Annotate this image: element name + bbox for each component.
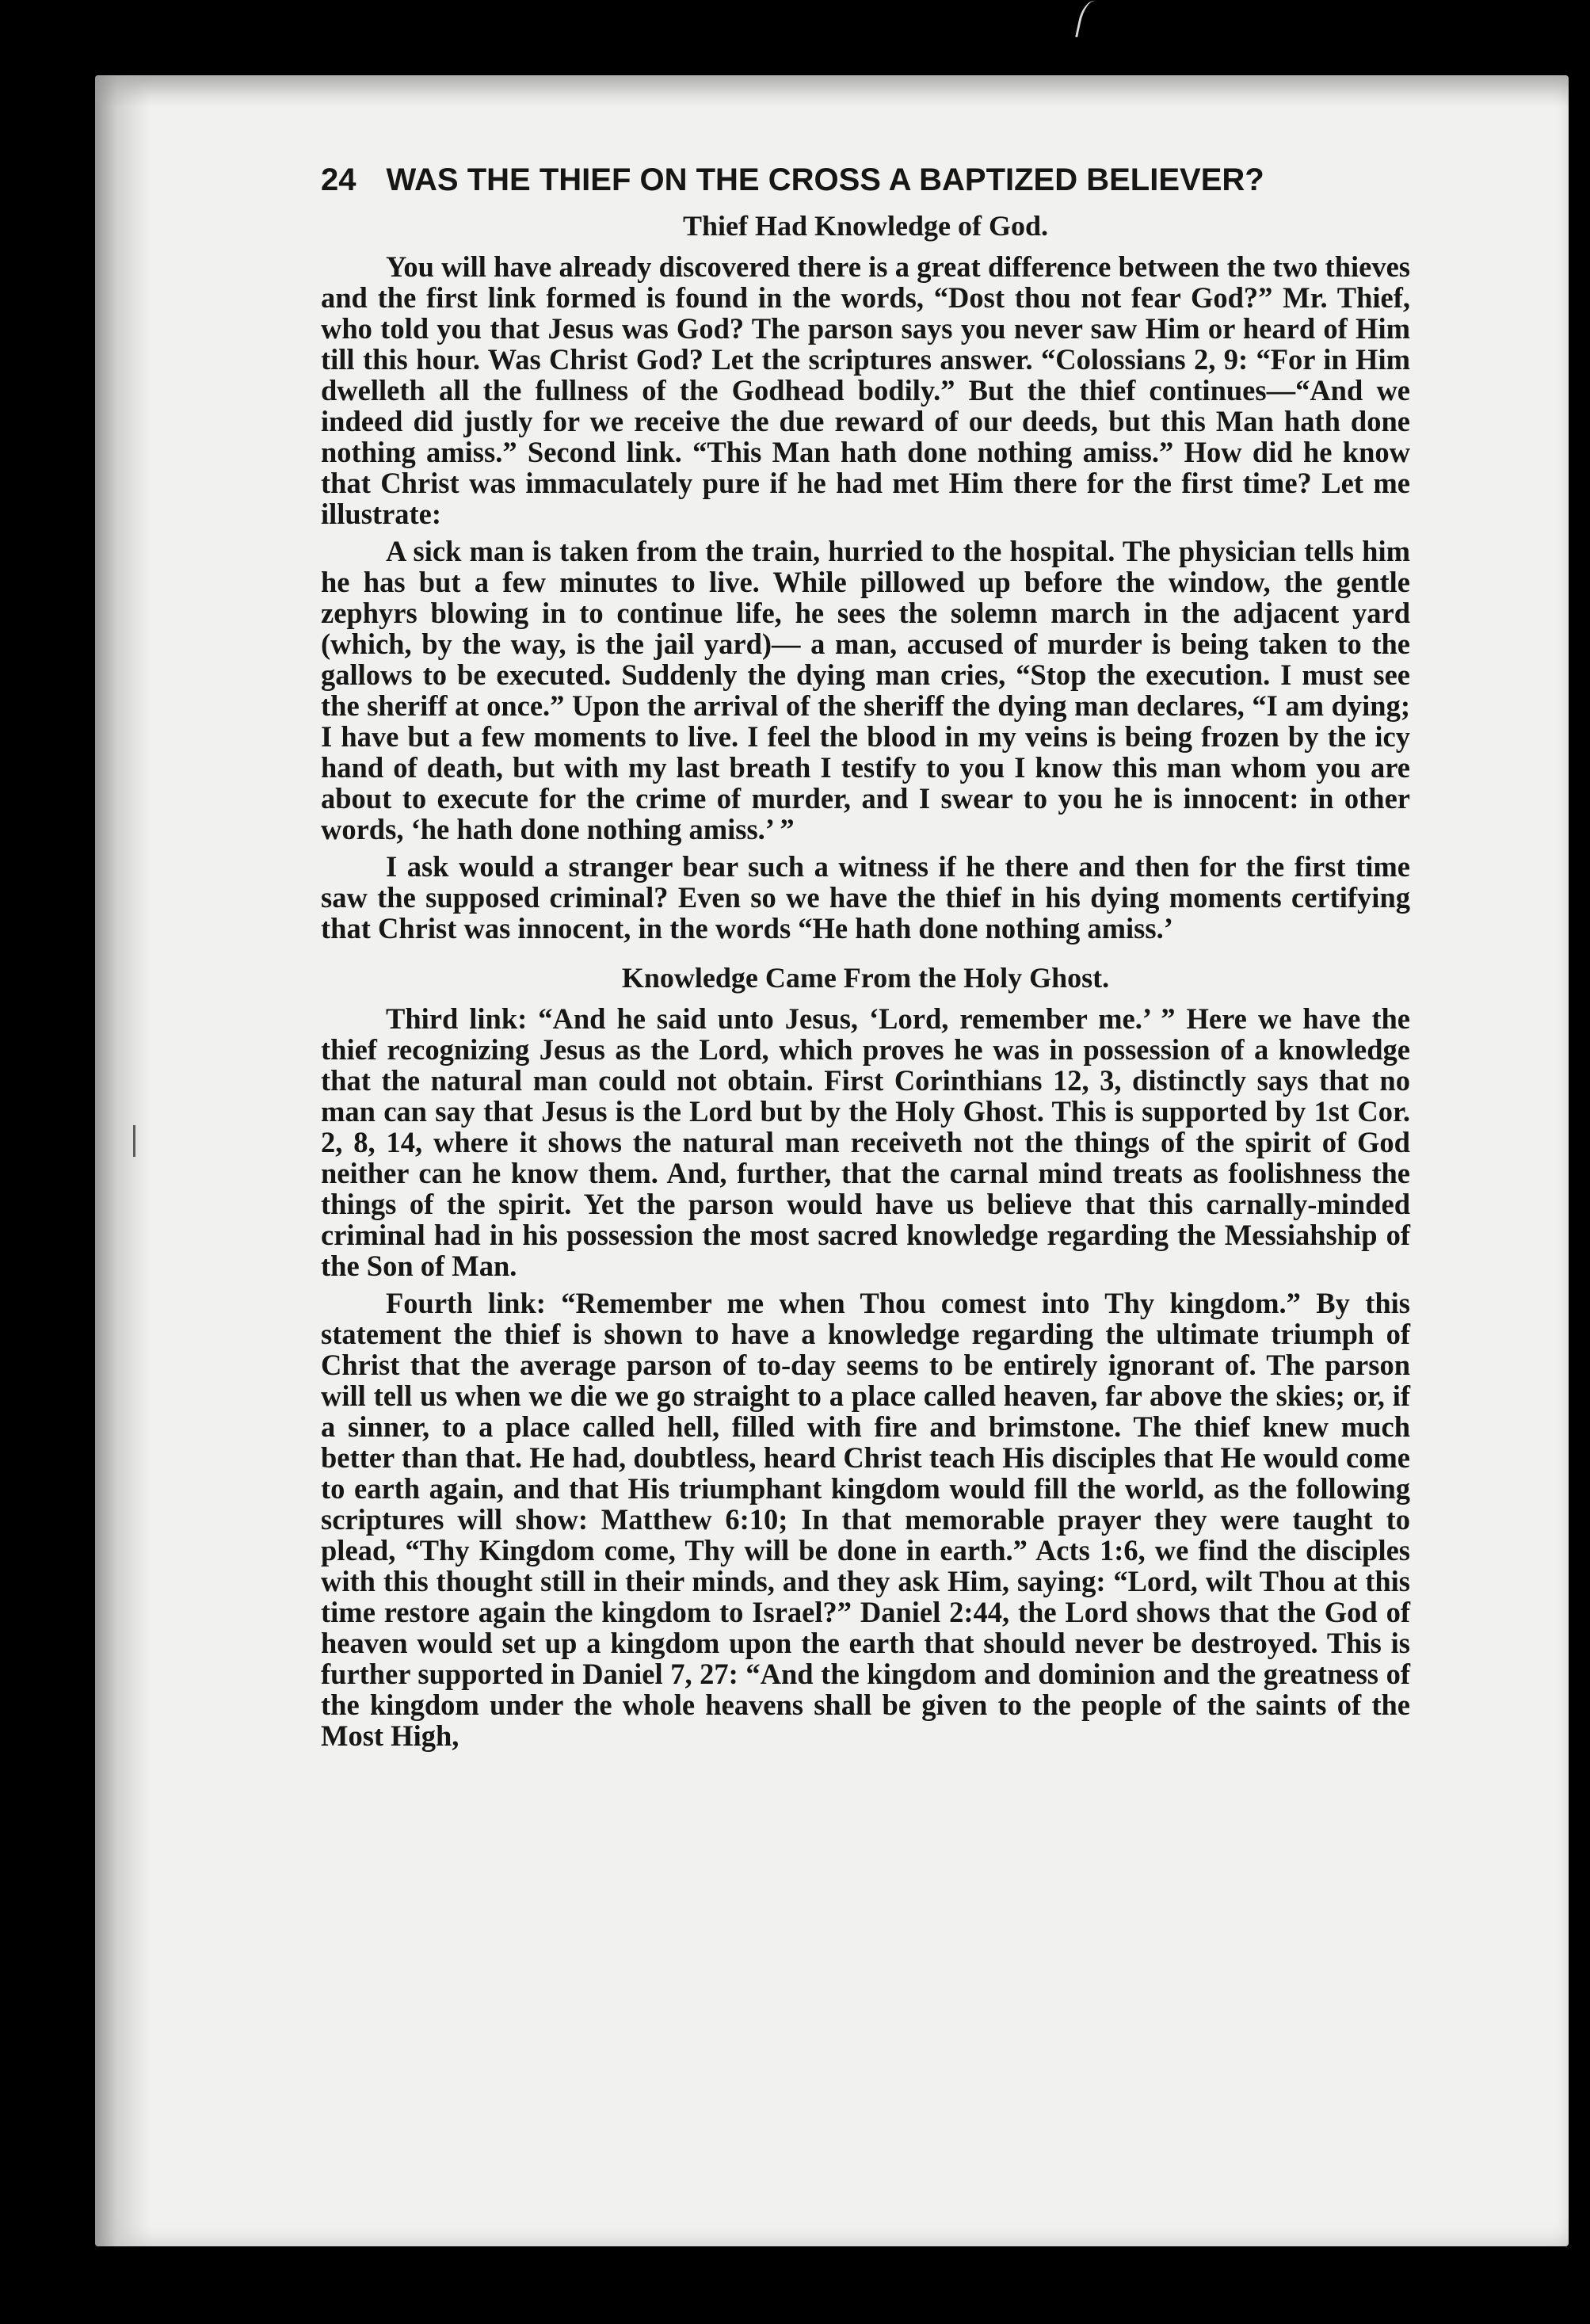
scan-mark — [1075, 0, 1104, 41]
page-number: 24 — [321, 162, 357, 197]
body-text — [321, 206, 1410, 1757]
paragraph: A sick man is taken from the train, hurried to the hospital. The physician tells him he has but a few minutes to live. While pillowed up before the window, the gentle zephyrs blowing in to continue life, he sees the solemn march in the adjacent yard (which, by the way, is the jail yard)— a man, accused of murder is being taken to the gallows to be executed. Suddenly the dying man cries, “Stop the execution. I must see the sheriff at once.” Upon the arrival of the sheriff the dying man declares, “I am dying; I have but a few moments to live. I feel the blood in my veins is being frozen by the icy hand of death, but with my last breath I testify to you I know this man whom you are about to execute for the crime of murder, and I swear to you he is innocent: in other words, ‘he hath done nothing amiss.’ ” — [321, 535, 1410, 845]
section-heading-holy-ghost: Knowledge Came From the Holy Ghost. — [621, 962, 1110, 994]
paragraph: Fourth link: “Remember me when Thou comest into Thy kingdom.” By this statement the thief is shown to have a knowledge regarding the ultimate triumph of Christ that the average parson of to-day seems to be entirely ignorant of. The parson will tell us when we die we go straight to a place called heaven, far above the skies; or, if a sinner, to a place called hell, filled with fire and brimstone. The thief knew much better than that. He had, doubtless, heard Christ teach His disciples that He would come to earth again, and that His triumphant kingdom would fill the world, as the following scriptures will show: Matthew 6:10; In that memorable prayer they were taught to plead, “Thy Kingdom come, Thy will be done in earth.” Acts 1:6, we find the disciples with this thought still in their minds, and they ask Him, saying: “Lord, wilt Thou at this time restore again the kingdom to Israel?” Daniel 2:44, the Lord shows that the God of heaven would set up a kingdom upon the earth that should never be destroyed. This is further supported in Daniel 7, 27: “And the kingdom and dominion and the greatness of the kingdom under the whole heavens shall be given to the people of the saints of the Most High, — [321, 1287, 1410, 1752]
page-gutter-shadow — [95, 75, 151, 2246]
running-head-title: WAS THE THIEF ON THE CROSS A BAPTIZED BELIEVER? — [386, 162, 1264, 197]
paragraph: You will have already discovered there is a great difference between the two thieves and the first link formed is found in the words, “Dost thou not fear God?” Mr. Thief, who told you that Jesus was God? The parson says you never saw Him or heard of Him till this hour. Was Christ God? Let the scriptures answer. “Colossians 2, 9: “For in Him dwelleth all the fullness of the Godhead bodily.” But the thief continues—“And we indeed did justly for we receive the due reward of our deeds, but this Man hath done nothing amiss.” Second link. “This Man hath done nothing amiss.” How did he know that Christ was immaculately pure if he had met Him there for the first time? Let me illustrate: — [321, 250, 1410, 530]
paragraph: I ask would a stranger bear such a witness if he there and then for the first time saw the supposed criminal? Even so we have the thief in his dying moments certifying that Christ was innocent, in the words “He hath done nothing amiss.’ — [321, 850, 1410, 944]
paragraph: Third link: “And he said unto Jesus, ‘Lord, remember me.’ ” Here we have the thief recognizing Jesus as the Lord, which proves he was in possession of a knowledge that the natural man could not obtain. First Corinthians 12, 3, distinctly says that no man can say that Jesus is the Lord but by the Holy Ghost. This is supported by 1st Cor. 2, 8, 14, where it shows the natural man receiveth not the things of the spirit of God neither can he know them. And, further, that the carnal mind treats as foolishness the things of the spirit. Yet the parson would have us believe that this carnally-minded criminal had in his possession the most sacred knowledge regarding the Messiahship of the Son of Man. — [321, 1002, 1410, 1282]
running-head — [321, 162, 1446, 198]
section-heading-thief-knowledge: Thief Had Knowledge of God. — [682, 210, 1049, 242]
scan-scratch — [133, 1125, 135, 1157]
page-top-shadow — [95, 75, 1569, 107]
